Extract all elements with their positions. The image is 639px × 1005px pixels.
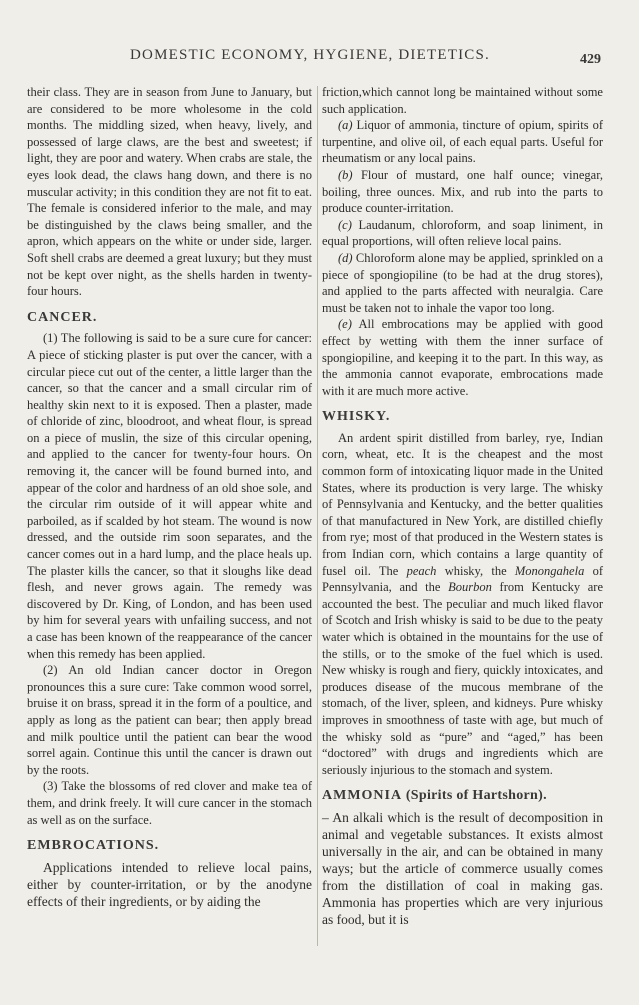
whisky-bourbon: Bourbon bbox=[448, 580, 492, 595]
page-header bbox=[0, 45, 639, 73]
embrocation-a-text: Liquor of ammonia, tincture of opium, spirits of turpentine, and olive oil, of each equal parts. Useful for rheumatism or any local pains. bbox=[322, 118, 603, 166]
embrocation-a bbox=[322, 117, 603, 167]
whisky-text-d: from Kentucky are accounted the best. The peculiar and much liked flavor of Scotch and Irish whisky is said to be due to the peaty water which is obtained in the mountains for the use of the stills, or to the smoke of the fuel which is used. New whisky is rough and fiery, quickly intoxicates, and produces disease of the mucous membrane of the stomach, of the liver, spleen, and kidneys. Pure whisky improves in smoothness of taste with age, but much of the whisky sold as “pure” and “aged,” has been “doctored” with drugs and ingredients which are seriously injurious to the stomach and system. bbox=[322, 580, 604, 777]
whisky-peach: peach bbox=[406, 563, 437, 578]
embrocation-b bbox=[322, 167, 603, 217]
cancer-paragraph-2: (2) An old Indian cancer doctor in Oregon pronounces this a sure cure: Take common wood sorrel, bruise it on brass, spread it in the form of a poultice, and apply as long as the patient can bear; then apply bread and milk poultice until the patient can bear the wood sorrel again. Continue this until the cancer is drawn out by the roots. bbox=[27, 663, 312, 777]
whisky-monongahela: Monongahela bbox=[514, 563, 585, 578]
ammonia-heading bbox=[322, 788, 603, 805]
ammonia-subtitle: (Spirits of Hartshorn). bbox=[405, 788, 547, 804]
whisky-text-a: An ardent spirit distilled from barley, rye, Indian corn, wheat, etc. It is the cheapest and the most common form of intoxicating liquor made in the United States, where its production is very large. The whisky of Pennsylvania and Kentucky, and the better qualities of that manufactured in New York, are distilled chiefly from rye; most of that produced in the Western states is from Indian corn, which contains a large quantity of fusel oil. The bbox=[322, 430, 603, 578]
embrocation-d-text: Chloroform alone may be applied, sprinkled on a piece of spongiopiline (to be had at the drug stores), and applied to the parts affected with neuralgia. Care must be taken not to inhale the vapor too long. bbox=[322, 250, 604, 315]
crabs-paragraph: their class. They are in season from June to January, but are considered to be more wholesome in the cold months. The middling sized, when heavy, lively, and possessed of large claws, are the best and sweetest; if light, they are poor and watery. When crabs are stale, the eyes look dead, the claws hang down, and there is no muscular activity; in this condition they are not fit to eat. The female is considered inferior to the male, and may be distinguished by the claws being smaller, and the apron, which appears on the white or under side, larger. Soft shell crabs are deemed a great luxury; but they must not be kept over night, as the shells harden in twenty-four hours. bbox=[27, 85, 312, 299]
page-number: 429 bbox=[580, 52, 601, 67]
embrocation-c-text: Laudanum, chloroform, and soap liniment, in equal proportions, will often relieve local pains. bbox=[322, 217, 603, 249]
embrocation-b-text: Flour of mustard, one half ounce; vinegar, boiling, three ounces. Mix, and rub into the parts to produce counter-irritation. bbox=[322, 167, 603, 216]
ammonia-title: AMMONIA bbox=[322, 788, 402, 804]
left-column bbox=[27, 84, 312, 910]
embrocation-d bbox=[322, 250, 603, 316]
embrocations-heading: EMBROCATIONS. bbox=[27, 838, 160, 854]
whisky-heading: WHISKY. bbox=[322, 409, 391, 425]
cancer-paragraph-1: (1) The following is said to be a sure cure for cancer: A piece of sticking plaster is put over the cancer, with a circular piece cut out of the center, a little larger than the cancer, so that the cancer and a small circular rim of healthy skin next to it is exposed. Then a plaster, made of chloride of zinc, bloodroot, and wheat flour, is spread on a piece of muslin, the size of this circular opening, and applied to the cancer for twenty-four hours. On removing it, the cancer will be found burned into, and appear of the color and hardness of an old shoe sole, and the circular rim outside of it will appear white and parboiled, as if scalded by hot steam. The wound is now dressed, and the outside rim soon separates, and the cancer comes out in a hard lump, and the place heals up. The plaster kills the cancer, so that it sloughs like dead flesh, and never grows again. The remedy was discovered by Dr. King, of London, and has been used by him for several years with unfailing success, and not a case has been known of the reappearance of the cancer when this remedy has been applied. bbox=[27, 331, 312, 661]
embrocation-a-label: (a) bbox=[338, 118, 353, 133]
cancer-heading: CANCER. bbox=[27, 309, 98, 325]
ammonia-paragraph: – An alkali which is the result of decomposition in animal and vegetable substances. It exists almost universally in the air, and can be obtained in many ways; but the article of commerce usually comes from the distillation of coal in making gas. Ammonia has properties which are very injurious as food, but it is bbox=[322, 809, 603, 927]
running-head: DOMESTIC ECONOMY, HYGIENE, DIETETICS. bbox=[130, 47, 490, 63]
embrocation-c-label: (c) bbox=[338, 217, 352, 232]
whisky-text-c: of Pennsylvania, and the bbox=[322, 563, 603, 595]
embrocations-paragraph: Applications intended to relieve local pains, either by counter-irritation, or by the anodyne effects of their ingredients, or by aiding the bbox=[27, 859, 312, 909]
embrocations-continuation: friction,which cannot long be maintained without some such application. bbox=[322, 85, 603, 116]
embrocation-c bbox=[322, 217, 603, 250]
whisky-text-b: whisky, the bbox=[444, 563, 507, 578]
whisky-paragraph bbox=[322, 430, 603, 778]
embrocation-b-label: (b) bbox=[338, 167, 353, 182]
cancer-paragraph-3: (3) Take the blossoms of red clover and make tea of them, and drink freely. It will cure cancer in the stomach as well as on the surface. bbox=[27, 779, 312, 827]
column-divider bbox=[317, 86, 318, 946]
right-column bbox=[322, 84, 603, 928]
embrocation-e-text: All embrocations may be applied with good effect by wetting with them the inner surface of spongiopiline, and keeping it to the part. In this way, as the ammonia cannot evaporate, embrocations made with it are much more active. bbox=[322, 317, 603, 398]
embrocation-d-label: (d) bbox=[338, 250, 353, 265]
embrocation-e bbox=[322, 316, 603, 399]
embrocation-e-label: (e) bbox=[338, 317, 352, 332]
